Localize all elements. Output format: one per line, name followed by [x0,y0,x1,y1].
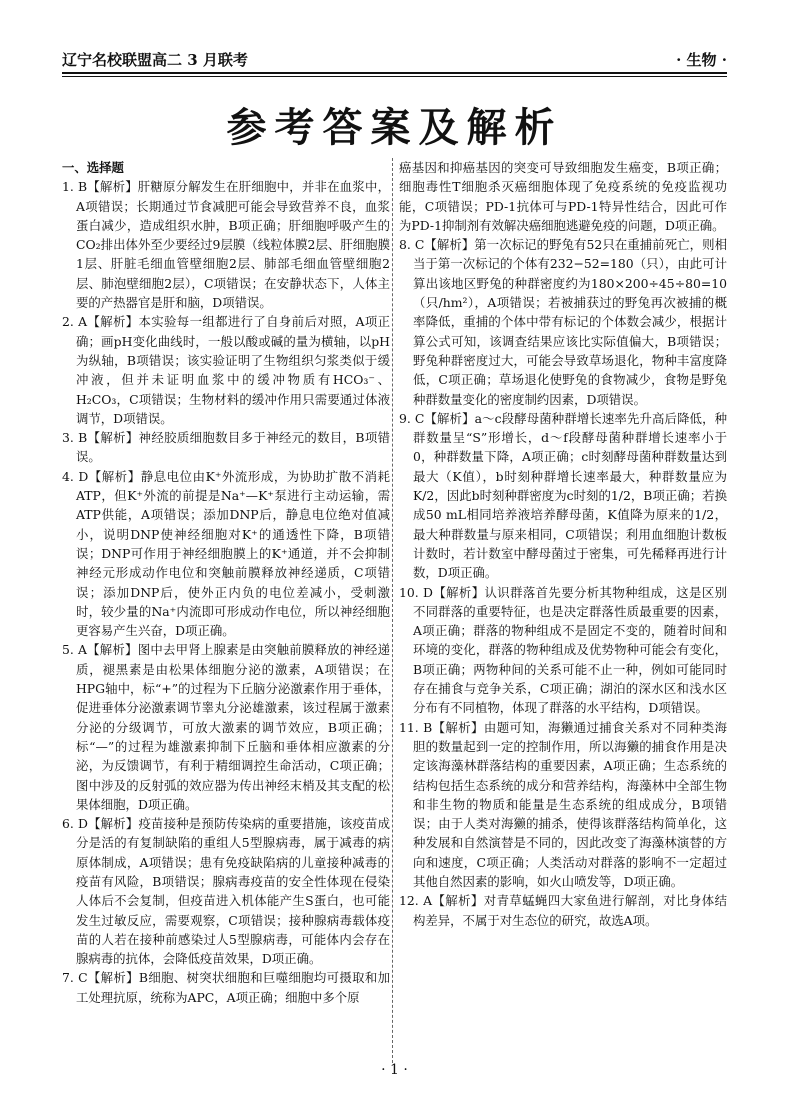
answer-item: 1. B【解析】肝糖原分解发生在肝细胞中，并非在血浆中，A项错误；长期通过节食减肥可能会导致营养不良，血浆蛋白减少，造成组织水肿，B项正确；肝细胞呼吸产生的CO₂排出体外至少要经过9层膜（线粒体膜2层、肝细胞膜1层、肝脏毛细血管壁细胞2层、肺部毛细血管壁细胞2层、肺泡壁细胞2层），C项错误；在安静状态下，人体主要的产热器官是肝和脑，D项错误。 [62,179,390,311]
answer-item: 7. C【解析】B细胞、树突状细胞和巨噬细胞均可摄取和加工处理抗原，统称为APC，A项正确；细胞中多个原 [62,970,390,1005]
exam-title: 辽宁名校联盟高二 3 月联考 [62,51,248,69]
answer-item: 2. A【解析】本实验每一组都进行了自身前后对照，A项正确；画pH变化曲线时，一般以酸或碱的量为横轴，以pH为纵轴，B项错误；该实验证明了生物组织匀浆类似于缓冲液，但并未证明血浆中的缓冲物质有HCO₃⁻、H₂CO₃，C项错误；生物材料的缓冲作用只需要通过体液调节，D项错误。 [62,314,390,426]
page-number: · 1 · [381,1062,408,1078]
column-divider [392,158,393,1063]
answer-item: 8. C【解析】第一次标记的野兔有52只在重捕前死亡，则相当于第一次标记的个体有232−52=180（只），由此可计算出该地区野兔的种群密度约为180×200÷45÷80=10（只/hm²），A项错误；若被捕获过的野兔再次被捕的概率降低，重捕的个体中带有标记的个体数会减少，根据计算公式可知，该调查结果应该比实际值偏大，B项错误；野兔种群密度过大，可能会导致草场退化，物种丰富度降低，C项正确；草场退化使野兔的食物减少，食物是野兔种群数量变化的密度制约因素，D项错误。 [399,237,727,407]
answer-item: 癌基因和抑癌基因的突变可导致细胞发生癌变，B项正确；细胞毒性T细胞杀灭癌细胞体现了免疫系统的免疫监视功能，C项错误；PD-1抗体可与PD-1特异性结合，因此可作为PD-1抑制剂有效解决癌细胞逃避免疫的问题，D项正确。 [399,160,727,233]
answer-item: 5. A【解析】图中去甲肾上腺素是由突触前膜释放的神经递质，褪黑素是由松果体细胞分泌的激素，A项错误；在HPG轴中，标“+”的过程为下丘脑分泌激素作用于垂体，促进垂体分泌激素调节睾丸分泌雄激素，该过程属于激素分泌的分级调节，可放大激素的调节效应，B项正确；标“—”的过程为雄激素抑制下丘脑和垂体相应激素的分泌，为反馈调节，有利于精细调控生命活动，C项正确；图中涉及的反射弧的效应器为传出神经末梢及其支配的松果体细胞，D项正确。 [62,642,390,812]
answer-item: 9. C【解析】a～c段酵母菌种群增长速率先升高后降低，种群数量呈“S”形增长，d～f段酵母菌种群增长速率小于0，种群数量下降，A项正确；c时刻酵母菌种群数量达到最大（K值），b时刻种群增长速率最大，种群数量应为K/2，因此b时刻种群密度为c时刻的1/2，B项正确；若换成50 mL相同培养液培养酵母菌，K值降为原来的1/2，最大种群数量与原来相同，C项错误；利用血细胞计数板计数时，若计数室中酵母菌过于密集，可先稀释再进行计数，D项正确。 [399,410,727,581]
answer-item: 12. A【解析】对青草蜢蝇四大家鱼进行解剖，对比身体结构差异，不属于对生态位的研究，故选A项。 [399,893,727,928]
page-header [62,44,727,70]
answer-item: 10. D【解析】认识群落首先要分析其物种组成，这是区别不同群落的重要特征，也是决定群落性质最重要的因素，A项正确；群落的物种组成不是固定不变的，随着时间和环境的变化，群落的物种组成及优势物种可能会有变化，B项正确；两物种间的关系可能不止一种，例如可能同时存在捕食与竞争关系，C项正确；湖泊的深水区和浅水区分布有不同植物，体现了群落的水平结构，D项错误。 [399,584,727,716]
right-column [399,158,727,930]
header-rule [62,72,727,74]
header-rule-thin [62,76,727,77]
answer-item: 4. D【解析】静息电位由K⁺外流形成，为协助扩散不消耗ATP，但K⁺外流的前提是Na⁺—K⁺泵进行主动运输，需ATP供能，A项错误；添加DNP后，静息电位绝对值减小，说明DNP使神经细胞对K⁺的通透性下降，B项错误；DNP可作用于神经细胞膜上的K⁺通道，并不会抑制神经元形成动作电位和突触前膜释放神经递质，C项错误；添加DNP后，使外正内负的电位差减小，受刺激时，较少量的Na⁺内流即可形成动作电位，所以神经细胞更容易产生兴奋，D项正确。 [62,468,390,639]
answer-item: 11. B【解析】由题可知，海獭通过捕食关系对不同种类海胆的数量起到一定的控制作用，所以海獭的捕食作用是决定该海藻林群落结构的重要因素，A项正确；生态系统的结构包括生态系统的成分和营养结构，海藻林中全部生物和非生物的物质和能量是生态系统的组成成分，B项错误；由于人类对海獭的捕杀，使得该群落结构简单化，这种发展和自然演替是不同的，因此改变了海藻林演替的方向和速度，C项正确；人类活动对群落的影响不一定超过其他自然因素的影响，如火山喷发等，D项正确。 [399,719,727,889]
answer-item: 6. D【解析】疫苗接种是预防传染病的重要措施，该疫苗成分是活的有复制缺陷的重组人5型腺病毒，属于减毒的病原体制成，A项错误；患有免疫缺陷病的儿童接种减毒的疫苗有风险，B项错误；腺病毒疫苗的安全性体现在侵染人体后不会复制，但疫苗进入机体能产生S蛋白，也可能发生过敏反应，需要观察，C项错误；接种腺病毒载体疫苗的人若在接种前感染过人5型腺病毒，可能体内会存在腺病毒的抗体，会降低疫苗效果，D项正确。 [62,816,390,967]
subject-label: · 生物 · [676,51,727,69]
document-title: 参考答案及解析 [226,105,563,151]
left-column [62,158,390,1007]
answer-item: 3. B【解析】神经胶质细胞数目多于神经元的数目，B项错误。 [62,430,390,465]
section-heading: 一、选择题 [62,160,124,175]
